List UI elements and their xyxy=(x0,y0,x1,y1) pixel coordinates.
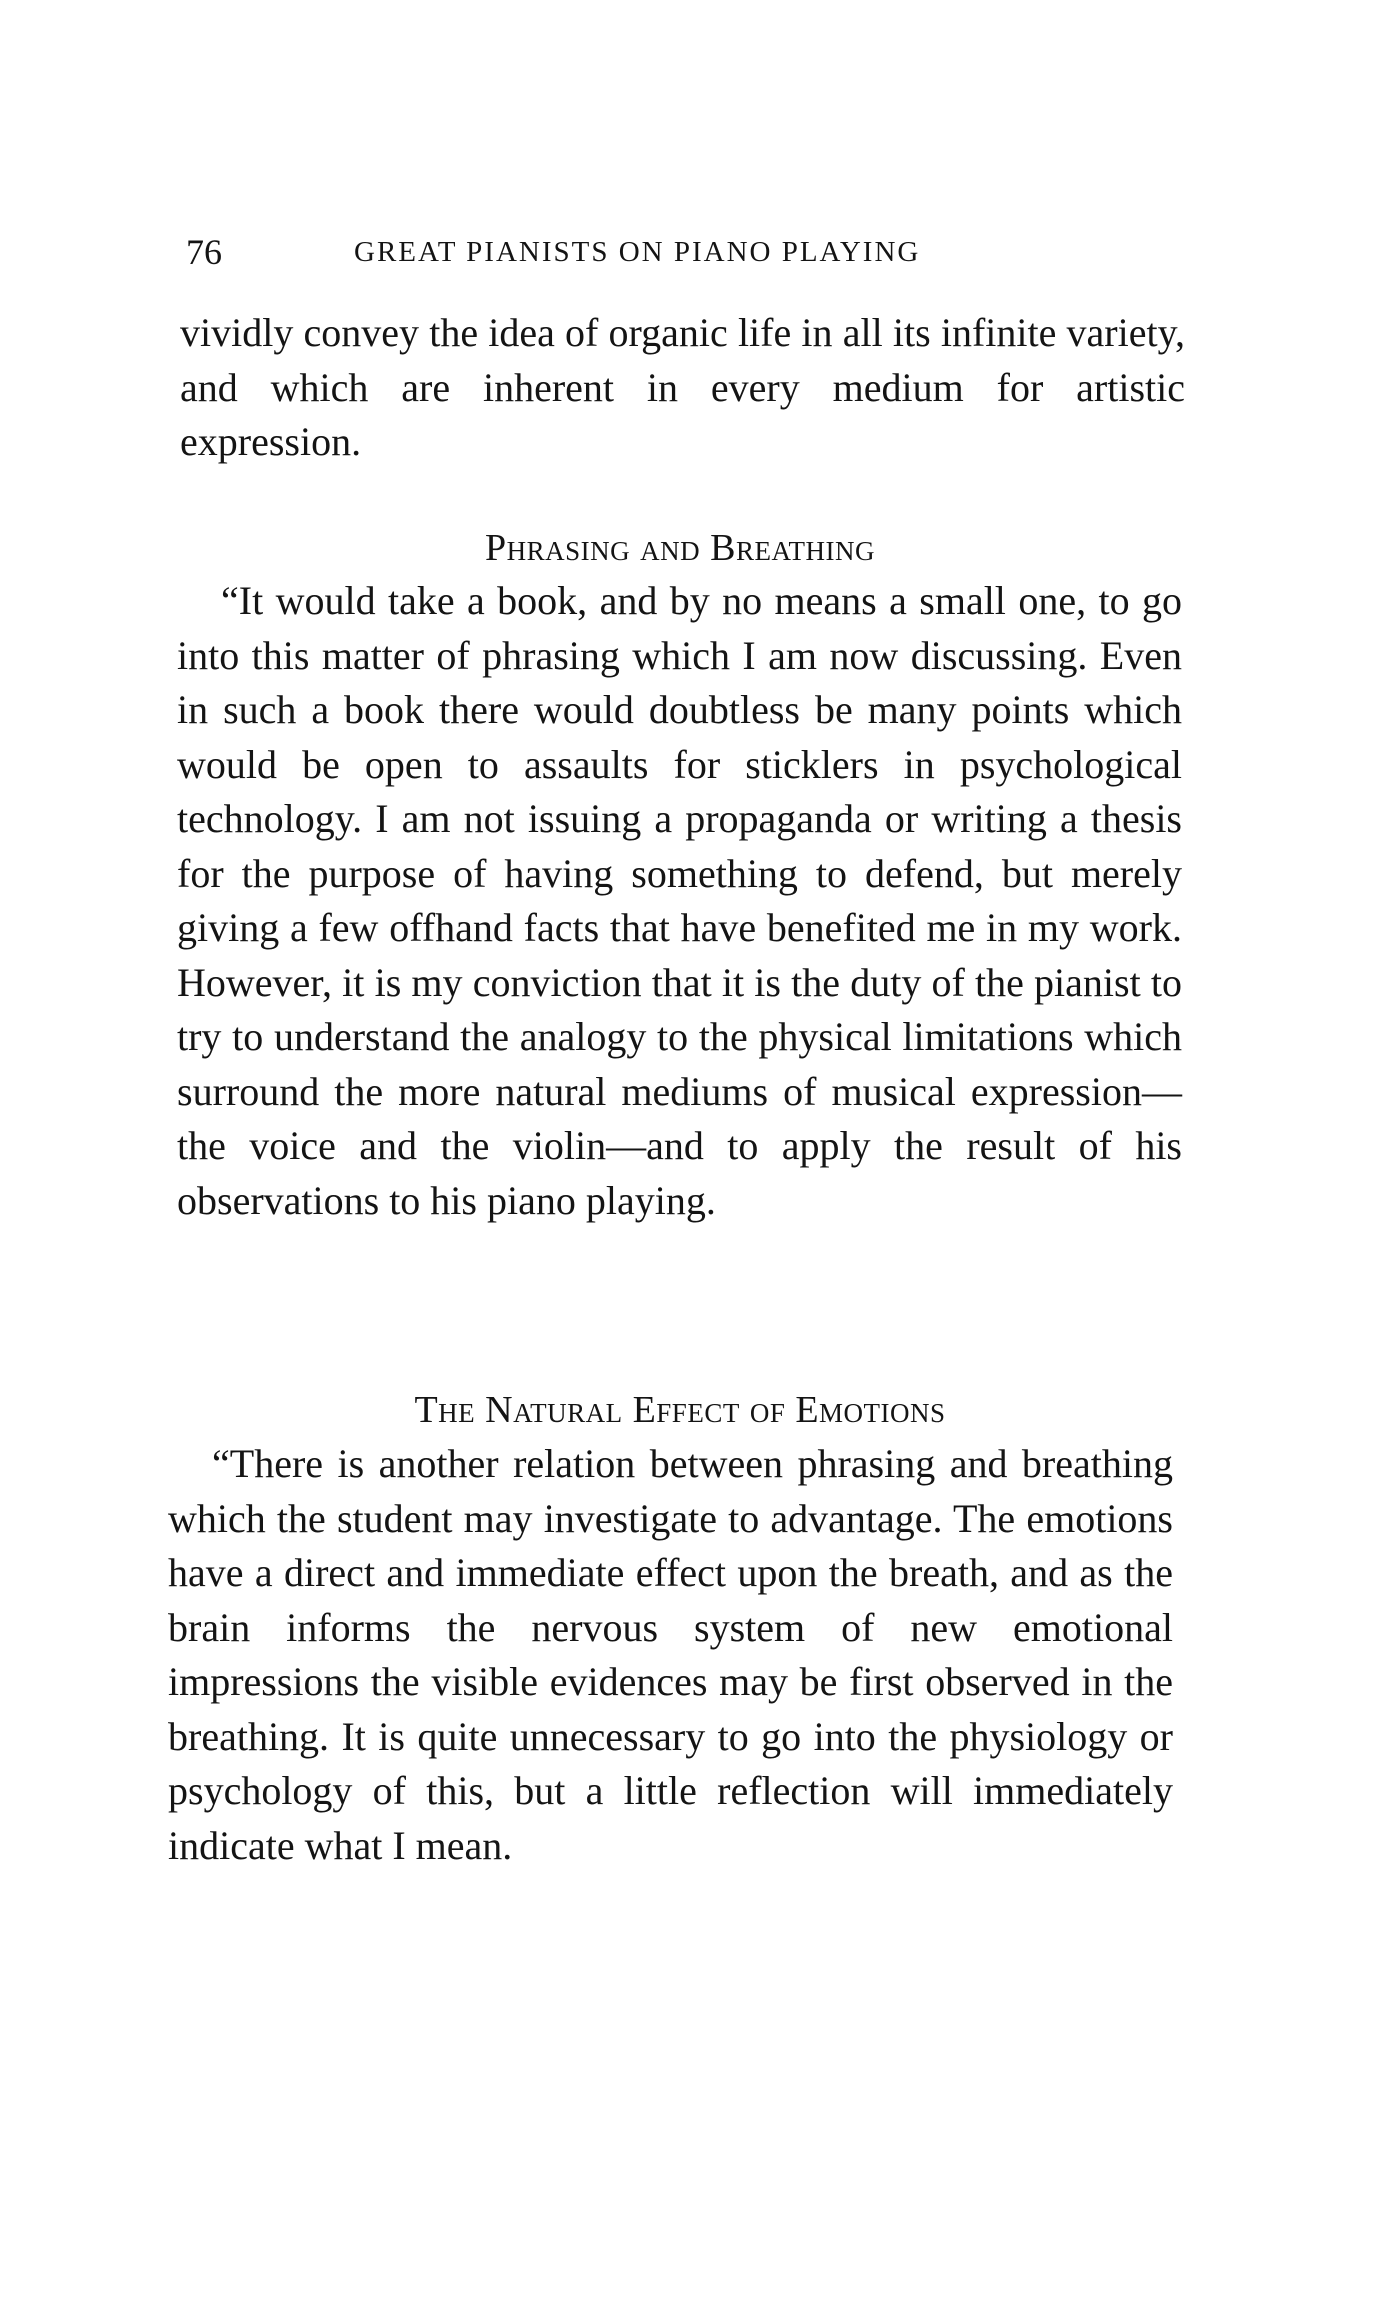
running-head xyxy=(186,222,1026,282)
continuation-paragraph: vividly convey the idea of organic life in all its infinite variety, and which are inherent in every medium for artistic expression. xyxy=(180,310,1185,464)
book-title: GREAT PIANISTS ON PIANO PLAYING xyxy=(354,236,921,268)
page-number: 76 xyxy=(186,232,222,272)
paragraph-natural-effect-of-emotions: “There is another relation between phrasing and breathing which the student may investigate to advantage. The emotions have a direct and immediate effect upon the breath, and as the brain informs the nervous system of new emotional impressions the visible evidences may be first observed in the breathing. It is quite unnecessary to go into the physiology or psychology of this, but a little reflection will immediately indicate what I mean. xyxy=(168,1441,1173,1868)
section-heading-natural-effect-of-emotions: The Natural Effect of Emotions xyxy=(414,1389,946,1431)
section-heading-phrasing-and-breathing: Phrasing and Breathing xyxy=(485,527,875,569)
paragraph-phrasing-and-breathing: “It would take a book, and by no means a small one, to go into this matter of phrasing which I am now discussing. Even in such a book there would doubtless be many points which would be open to assaults for sticklers in psychological technology. I am not issuing a propaganda or writing a thesis for the purpose of having something to defend, but merely giving a few offhand facts that have benefited me in my work. However, it is my conviction that it is the duty of the pianist to try to understand the analogy to the physical limitations which surround the more natural mediums of musical expression—the voice and the violin—and to apply the result of his observations to his piano playing. xyxy=(177,578,1182,1223)
